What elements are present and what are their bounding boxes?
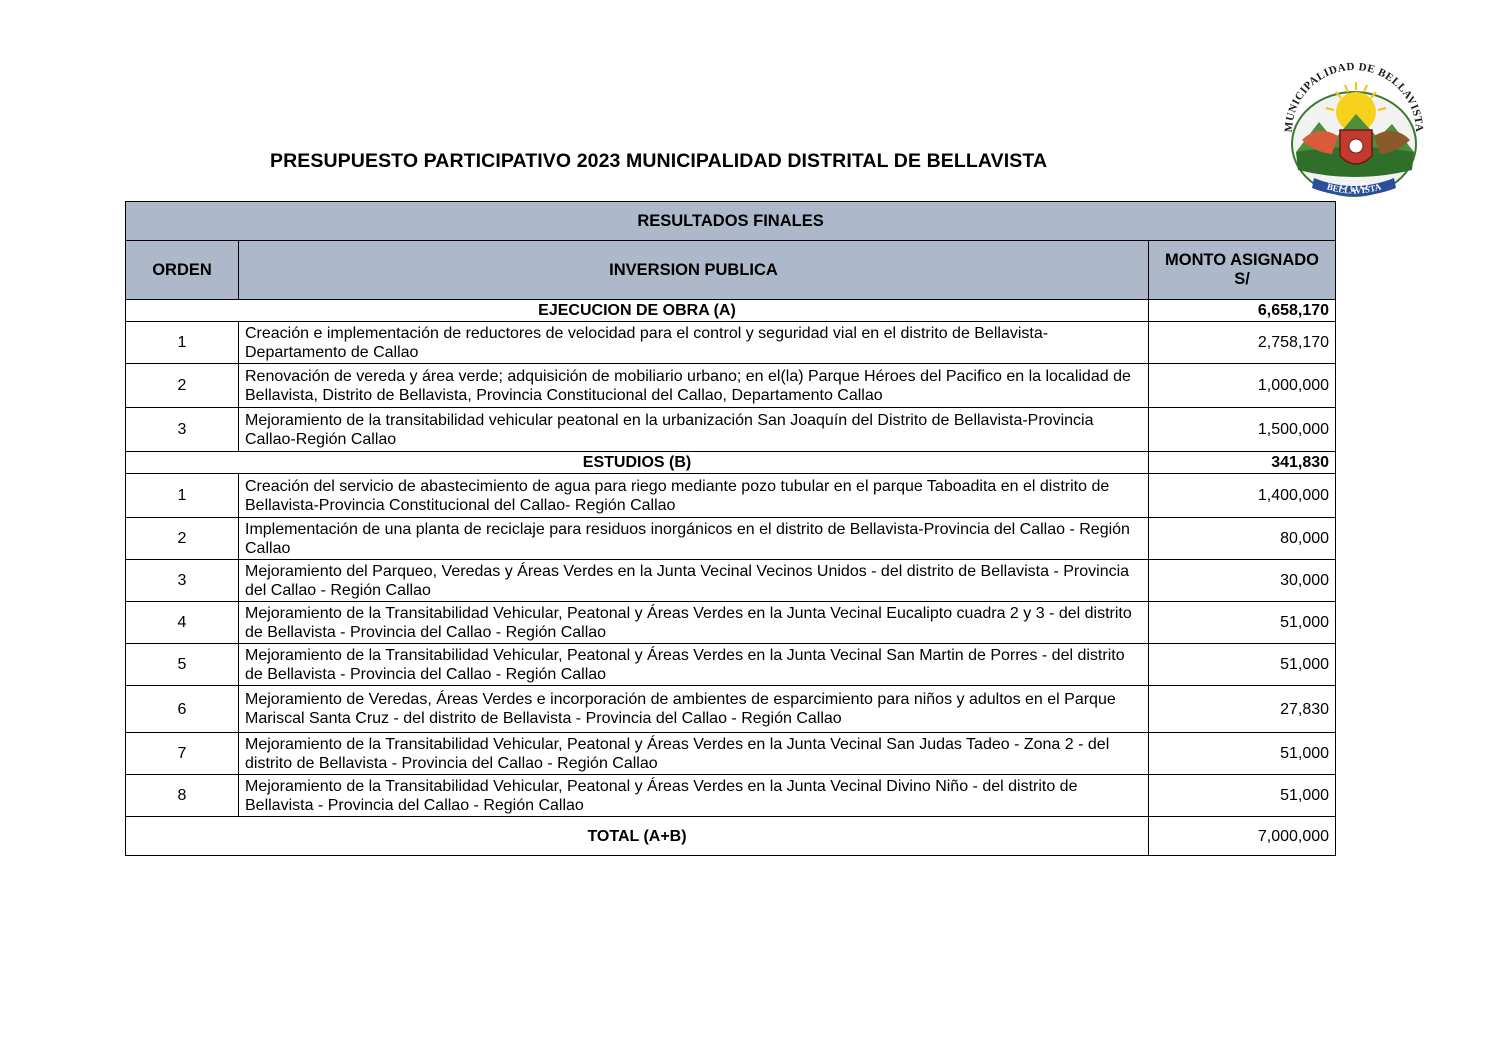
row-amount: 51,000 <box>1149 602 1336 644</box>
section-b-amount: 341,830 <box>1149 452 1336 474</box>
row-orden: 8 <box>126 775 239 817</box>
section-b-label: ESTUDIOS (B) <box>126 452 1149 474</box>
row-description: Renovación de vereda y área verde; adquisición de mobiliario urbano; en el(la) Parque Héroes del Pacifico en la localidad de Bellavista, Distrito de Bellavista, Provincia Constitucional del Callao, Departamento Callao <box>239 364 1149 408</box>
row-amount: 1,400,000 <box>1149 474 1336 518</box>
row-description: Mejoramiento de la Transitabilidad Vehicular, Peatonal y Áreas Verdes en la Junta Vecinal Eucalipto cuadra 2 y 3 - del distrito de Bellavista - Provincia del Callao - Región Callao <box>239 602 1149 644</box>
row-amount: 80,000 <box>1149 518 1336 560</box>
row-amount: 51,000 <box>1149 733 1336 775</box>
row-description: Mejoramiento de la Transitabilidad Vehicular, Peatonal y Áreas Verdes en la Junta Vecinal Divino Niño - del distrito de Bellavista - Provincia del Callao - Región Callao <box>239 775 1149 817</box>
table-row <box>126 686 1336 733</box>
table-row <box>126 518 1336 560</box>
logo-top-text: MUNICIPALIDAD DE BELLAVISTA <box>1282 60 1426 133</box>
column-header-row <box>126 241 1336 300</box>
row-amount: 30,000 <box>1149 560 1336 602</box>
section-a-amount: 6,658,170 <box>1149 300 1336 322</box>
row-description: Mejoramiento de la Transitabilidad Vehicular, Peatonal y Áreas Verdes en la Junta Vecinal San Martin de Porres - del distrito de Bellavista - Provincia del Callao - Región Callao <box>239 644 1149 686</box>
row-description: Mejoramiento de la Transitabilidad Vehicular, Peatonal y Áreas Verdes en la Junta Vecinal San Judas Tadeo - Zona 2 - del distrito de Bellavista - Provincia del Callao - Región Callao <box>239 733 1149 775</box>
table-row <box>126 644 1336 686</box>
col-header-monto <box>1149 241 1336 300</box>
row-orden: 3 <box>126 560 239 602</box>
section-a-row <box>126 300 1336 322</box>
row-amount: 1,500,000 <box>1149 408 1336 452</box>
table-row <box>126 474 1336 518</box>
row-orden: 6 <box>126 686 239 733</box>
row-orden: 3 <box>126 408 239 452</box>
budget-table <box>125 201 1336 856</box>
section-b-row <box>126 452 1336 474</box>
row-orden: 4 <box>126 602 239 644</box>
total-label: TOTAL (A+B) <box>126 817 1149 856</box>
table-row <box>126 560 1336 602</box>
row-orden: 7 <box>126 733 239 775</box>
row-orden: 1 <box>126 474 239 518</box>
section-a-label: EJECUCION DE OBRA (A) <box>126 300 1149 322</box>
page-title: PRESUPUESTO PARTICIPATIVO 2023 MUNICIPALIDAD DISTRITAL DE BELLAVISTA <box>270 150 1048 172</box>
row-orden: 2 <box>126 518 239 560</box>
logo-bottom-text: BELLAVISTA <box>1325 181 1383 196</box>
col-header-monto-line1: MONTO ASIGNADO <box>1165 251 1320 269</box>
col-header-inversion: INVERSION PUBLICA <box>239 241 1149 300</box>
row-amount: 2,758,170 <box>1149 322 1336 364</box>
row-amount: 51,000 <box>1149 775 1336 817</box>
row-orden: 1 <box>126 322 239 364</box>
total-amount: 7,000,000 <box>1149 817 1336 856</box>
table-row <box>126 733 1336 775</box>
table-row <box>126 322 1336 364</box>
row-description: Implementación de una planta de reciclaje para residuos inorgánicos en el distrito de Bellavista-Provincia del Callao - Región Callao <box>239 518 1149 560</box>
row-amount: 51,000 <box>1149 644 1336 686</box>
table-row <box>126 602 1336 644</box>
row-description: Mejoramiento de Veredas, Áreas Verdes e incorporación de ambientes de esparcimiento para niños y adultos en el Parque Mariscal Santa Cruz - del distrito de Bellavista - Provincia del Callao - Región Callao <box>239 686 1149 733</box>
table-row <box>126 775 1336 817</box>
row-description: Mejoramiento del Parqueo, Veredas y Áreas Verdes en la Junta Vecinal Vecinos Unidos - del distrito de Bellavista - Provincia del Callao - Región Callao <box>239 560 1149 602</box>
row-description: Mejoramiento de la transitabilidad vehicular peatonal en la urbanización San Joaquín del Distrito de Bellavista-Provincia Callao-Región Callao <box>239 408 1149 452</box>
row-description: Creación e implementación de reductores de velocidad para el control y seguridad vial en el distrito de Bellavista-Departamento de Callao <box>239 322 1149 364</box>
row-amount: 27,830 <box>1149 686 1336 733</box>
total-row <box>126 817 1336 856</box>
results-header: RESULTADOS FINALES <box>126 202 1336 241</box>
row-orden: 5 <box>126 644 239 686</box>
table-row <box>126 408 1336 452</box>
col-header-orden: ORDEN <box>126 241 239 300</box>
row-description: Creación del servicio de abastecimiento de agua para riego mediante pozo tubular en el parque Taboadita en el distrito de Bellavista-Provincia Constitucional del Callao- Región Callao <box>239 474 1149 518</box>
municipal-seal-logo <box>1274 52 1434 202</box>
table-row <box>126 364 1336 408</box>
row-amount: 1,000,000 <box>1149 364 1336 408</box>
row-orden: 2 <box>126 364 239 408</box>
col-header-monto-line2: S/ <box>1234 270 1250 288</box>
results-header-row <box>126 202 1336 241</box>
